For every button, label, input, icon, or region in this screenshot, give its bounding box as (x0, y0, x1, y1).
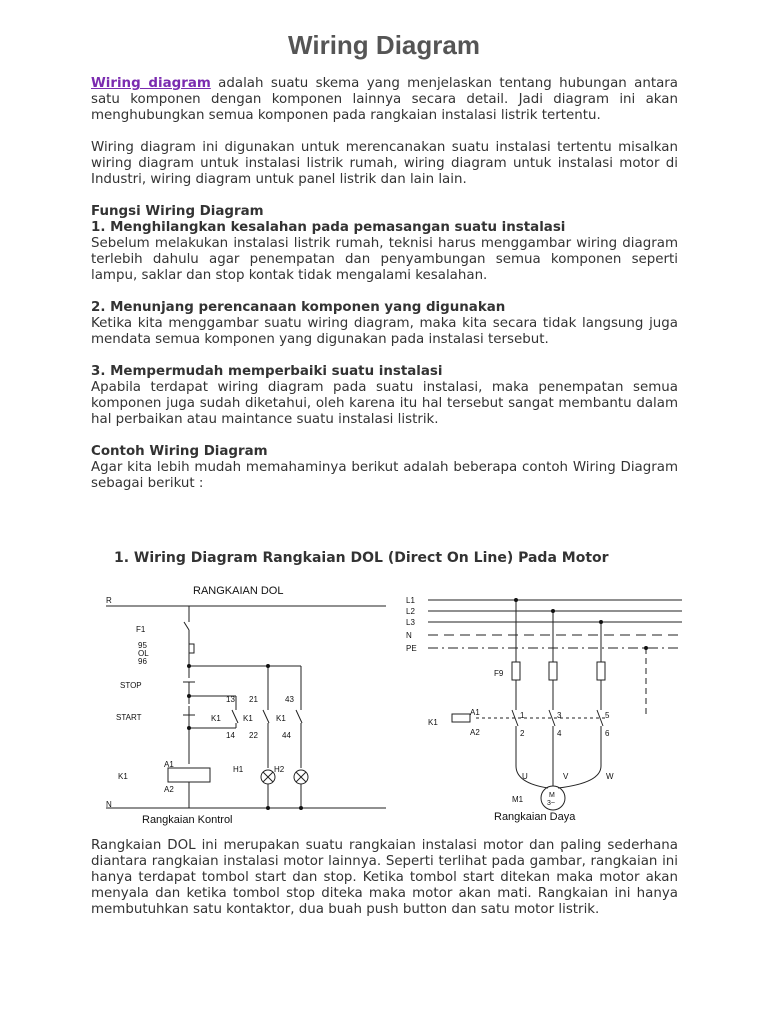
label-t5: 5 (605, 711, 610, 720)
label-95: 95 (138, 641, 147, 650)
label-k1-contact-1: K1 (211, 714, 221, 723)
label-t3: 3 (557, 711, 562, 720)
article-body (91, 76, 678, 492)
label-44: 44 (282, 731, 291, 740)
label-u: U (522, 772, 528, 781)
label-96: 96 (138, 657, 147, 666)
contoh-heading: Contoh Wiring Diagram (91, 444, 268, 459)
control-circuit (106, 606, 386, 808)
label-f9: F9 (494, 669, 504, 678)
label-t4: 4 (557, 729, 562, 738)
label-v: V (563, 772, 569, 781)
label-ol: OL (138, 649, 149, 658)
label-k1-contact-2: K1 (243, 714, 253, 723)
label-43: 43 (285, 695, 294, 704)
power-junctions (514, 598, 648, 650)
fungsi-item-2-text: Ketika kita menggambar suatu wiring diagram, maka kita secara tidak langsung juga mendata semua komponen yang digunakan pada instalasi tersebut. (91, 316, 678, 347)
label-r: R (106, 596, 112, 605)
label-13: 13 (226, 695, 235, 704)
label-m1: M1 (512, 795, 524, 804)
fungsi-item-1-title: 1. Menghilangkan kesalahan pada pemasangan suatu instalasi (91, 220, 566, 235)
fungsi-item-1-text: Sebelum melakukan instalasi listrik rumah, teknisi harus menggambar wiring diagram terlebih dahulu agar penempatan dan penyambungan semua komponen seperti lampu, saklar dan stop kontak tidak mengalami kesalahan. (91, 236, 678, 283)
label-l3: L3 (406, 618, 415, 627)
label-k1-contact-3: K1 (276, 714, 286, 723)
label-power-n: N (406, 631, 412, 640)
label-22: 22 (249, 731, 258, 740)
power-circuit (428, 600, 682, 810)
label-f1: F1 (136, 625, 146, 634)
label-h2: H2 (274, 765, 285, 774)
label-t1: 1 (520, 711, 525, 720)
label-n: N (106, 800, 112, 809)
example-1-title: 1. Wiring Diagram Rangkaian DOL (Direct On Line) Pada Motor (114, 550, 609, 566)
label-power-k1: K1 (428, 718, 438, 727)
label-w: W (606, 772, 614, 781)
label-t2: 2 (520, 729, 525, 738)
label-motor-m: M (549, 792, 555, 799)
fungsi-heading: Fungsi Wiring Diagram (91, 204, 264, 219)
label-power-a2: A2 (470, 728, 480, 737)
wiring-diagram-link[interactable]: Wiring diagram (91, 76, 211, 91)
label-motor-3phase: 3~ (547, 800, 555, 807)
label-start: START (116, 713, 142, 722)
intro-paragraph (91, 76, 678, 124)
control-title: RANGKAIAN DOL (193, 585, 284, 597)
label-k1-coil: K1 (118, 772, 128, 781)
label-l2: L2 (406, 607, 415, 616)
label-14: 14 (226, 731, 235, 740)
power-caption: Rangkaian Daya (494, 811, 576, 823)
label-t6: 6 (605, 729, 610, 738)
fungsi-item-2-title: 2. Menunjang perencanaan komponen yang digunakan (91, 300, 506, 315)
fungsi-item-3-text: Apabila terdapat wiring diagram pada suatu instalasi, maka penempatan semua komponen juga sudah diketahui, oleh karena itu hal tersebut sangat membantu dalam hal perbaikan atau maintance suatu instalasi listrik. (91, 380, 678, 427)
control-caption: Rangkaian Kontrol (142, 814, 233, 826)
fungsi-item-3-title: 3. Mempermudah memperbaiki suatu instalasi (91, 364, 443, 379)
label-power-a1: A1 (470, 708, 480, 717)
page-title: Wiring Diagram (288, 30, 480, 60)
label-a1: A1 (164, 760, 174, 769)
closing-paragraph: Rangkaian DOL ini merupakan suatu rangkaian instalasi motor dan paling sederhana diantara rangkaian instalasi motor lainnya. Seperti terlihat pada gambar, rangkaian ini hanya terdapat tombol start dan stop. Ketika tombol start ditekan maka motor akan menyala dan ketika tombol stop diteka maka motor akan mati. Rangkaian ini hanya membutuhkan satu kontaktor, dua buah push button dan satu motor listrik. (91, 838, 678, 917)
intro-text: adalah suatu skema yang menjelaskan tentang hubungan antara satu komponen dengan komponen lainnya secara detail. Jadi diagram ini akan menghubungkan semua komponen pada rangkaian instalasi listrik tertentu. (91, 76, 678, 123)
label-21: 21 (249, 695, 258, 704)
label-a2: A2 (164, 785, 174, 794)
label-pe: PE (406, 644, 417, 653)
contoh-text: Agar kita lebih mudah memahaminya berikut adalah beberapa contoh Wiring Diagram sebagai berikut : (91, 460, 678, 491)
paragraph-2: Wiring diagram ini digunakan untuk merencanakan suatu instalasi tertentu misalkan wiring diagram untuk instalasi listrik rumah, wiring diagram untuk instalasi motor di Industri, wiring diagram untuk panel listrik dan lain lain. (91, 140, 678, 187)
label-stop: STOP (120, 681, 142, 690)
label-h1: H1 (233, 765, 244, 774)
label-l1: L1 (406, 596, 415, 605)
dol-wiring-diagram (96, 578, 682, 828)
